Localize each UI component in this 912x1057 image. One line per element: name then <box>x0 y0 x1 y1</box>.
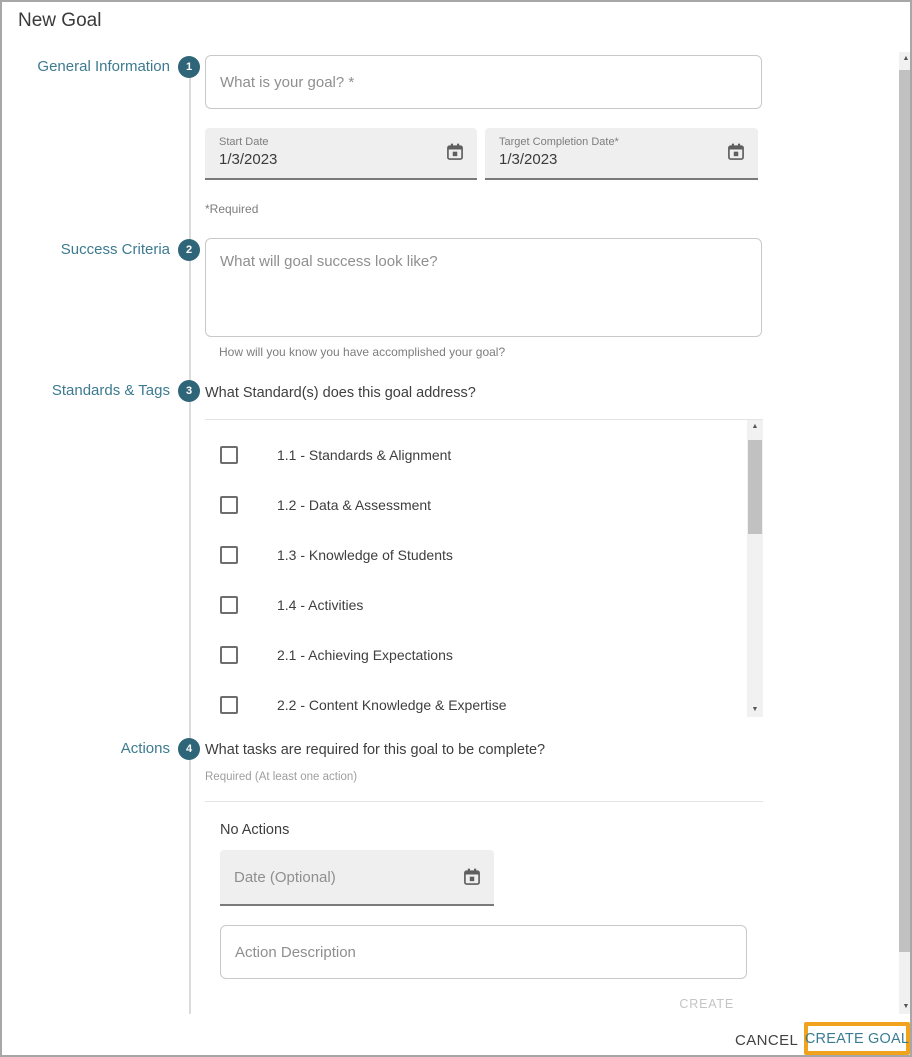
calendar-icon[interactable] <box>462 867 482 887</box>
action-description-placeholder: Action Description <box>235 943 356 961</box>
target-date-value: 1/3/2023 <box>499 151 558 168</box>
calendar-icon[interactable] <box>726 142 746 162</box>
start-date-value: 1/3/2023 <box>219 151 278 168</box>
step-3-badge: 3 <box>178 380 200 402</box>
no-actions-text: No Actions <box>220 822 290 838</box>
standard-checkbox[interactable] <box>220 696 238 714</box>
action-date-placeholder: Date (Optional) <box>234 868 336 886</box>
action-description-input[interactable] <box>220 925 747 979</box>
calendar-icon[interactable] <box>445 142 465 162</box>
target-completion-date-field[interactable] <box>485 128 758 180</box>
standards-option-row[interactable] <box>205 680 747 717</box>
standards-option-row[interactable] <box>205 530 747 580</box>
scroll-up-icon[interactable]: ▲ <box>751 423 759 430</box>
start-date-label: Start Date <box>219 136 269 148</box>
standards-list-scrollbar[interactable] <box>747 420 763 717</box>
start-date-field[interactable] <box>205 128 477 180</box>
standard-checkbox[interactable] <box>220 496 238 514</box>
target-date-label: Target Completion Date* <box>499 136 619 148</box>
actions-question: What tasks are required for this goal to be complete? <box>205 742 546 758</box>
standards-option-row[interactable] <box>205 580 747 630</box>
main-scrollbar[interactable] <box>899 52 912 1014</box>
section-connector-line <box>189 62 191 1014</box>
section-label-actions: Actions <box>120 740 170 757</box>
section-label-general-information: General Information <box>37 58 170 75</box>
cancel-button[interactable]: CANCEL <box>735 1032 799 1049</box>
standard-checkbox[interactable] <box>220 646 238 664</box>
standard-checkbox[interactable] <box>220 596 238 614</box>
success-criteria-placeholder: What will goal success look like? <box>220 253 438 270</box>
goal-name-input[interactable] <box>205 55 762 109</box>
success-criteria-helper: How will you know you have accomplished your goal? <box>219 345 506 359</box>
scroll-down-icon[interactable]: ▼ <box>751 706 759 713</box>
standards-scrollbar-thumb[interactable] <box>748 440 762 534</box>
section-label-success-criteria: Success Criteria <box>60 241 170 258</box>
section-label-standards-tags: Standards & Tags <box>51 382 170 399</box>
step-4-badge: 4 <box>178 738 200 760</box>
actions-required-note: Required (At least one action) <box>205 771 358 783</box>
create-action-button[interactable]: CREATE <box>679 997 734 1011</box>
standards-list <box>205 420 747 717</box>
standard-label: 1.2 - Data & Assessment <box>277 497 432 513</box>
step-2-badge: 2 <box>178 239 200 261</box>
scroll-down-icon[interactable]: ▼ <box>902 1003 910 1010</box>
standard-label: 2.1 - Achieving Expectations <box>277 647 453 663</box>
standard-checkbox[interactable] <box>220 446 238 464</box>
page-title: New Goal <box>18 10 102 31</box>
standard-label: 2.2 - Content Knowledge & Expertise <box>277 697 507 713</box>
action-date-field[interactable] <box>220 850 494 906</box>
standards-option-row[interactable] <box>205 430 747 480</box>
actions-divider <box>205 801 763 802</box>
standards-question: What Standard(s) does this goal address? <box>205 385 476 401</box>
standard-checkbox[interactable] <box>220 546 238 564</box>
standards-option-row[interactable] <box>205 480 747 530</box>
goal-name-placeholder: What is your goal? * <box>220 73 355 91</box>
standard-label: 1.3 - Knowledge of Students <box>277 547 453 563</box>
scroll-up-icon[interactable]: ▲ <box>902 55 910 62</box>
standard-label: 1.1 - Standards & Alignment <box>277 447 452 463</box>
standard-label: 1.4 - Activities <box>277 597 364 613</box>
main-scrollbar-thumb[interactable] <box>899 70 912 952</box>
create-goal-button[interactable]: CREATE GOAL <box>804 1030 910 1047</box>
success-criteria-textarea[interactable] <box>205 238 762 337</box>
create-goal-highlight-box <box>804 1022 910 1055</box>
required-note: *Required <box>205 202 259 216</box>
step-1-badge: 1 <box>178 56 200 78</box>
standards-option-row[interactable] <box>205 630 747 680</box>
